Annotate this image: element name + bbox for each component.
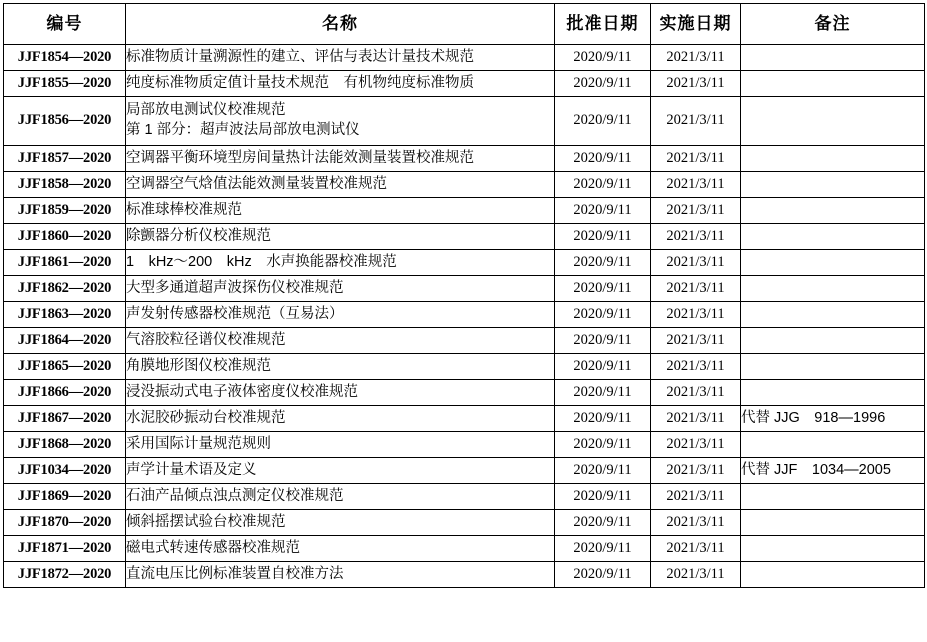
cell-code: JJF1859—2020 xyxy=(4,198,126,224)
table-row xyxy=(4,458,925,484)
table-row xyxy=(4,250,925,276)
cell-name xyxy=(126,198,555,224)
cell-name-line1: 浸没振动式电子液体密度仪校准规范 xyxy=(126,383,358,400)
cell-name xyxy=(126,172,555,198)
cell-implement-date: 2021/3/11 xyxy=(651,146,741,172)
cell-note xyxy=(741,562,925,588)
table-row xyxy=(4,354,925,380)
table-row xyxy=(4,224,925,250)
cell-note xyxy=(741,510,925,536)
cell-name xyxy=(126,71,555,97)
cell-name xyxy=(126,432,555,458)
cell-name xyxy=(126,484,555,510)
cell-name-line1: 空调器平衡环境型房间量热计法能效测量装置校准规范 xyxy=(126,149,474,166)
cell-approval-date: 2020/9/11 xyxy=(555,484,651,510)
table-row xyxy=(4,510,925,536)
cell-note xyxy=(741,536,925,562)
table-body xyxy=(4,45,925,588)
cell-approval-date: 2020/9/11 xyxy=(555,198,651,224)
cell-implement-date: 2021/3/11 xyxy=(651,97,741,146)
cell-implement-date: 2021/3/11 xyxy=(651,71,741,97)
column-header-implement-date: 实施日期 xyxy=(651,4,741,45)
table-row xyxy=(4,97,925,146)
cell-note xyxy=(741,302,925,328)
cell-approval-date: 2020/9/11 xyxy=(555,406,651,432)
cell-name-line1: 倾斜摇摆试验台校准规范 xyxy=(126,513,286,530)
cell-implement-date: 2021/3/11 xyxy=(651,484,741,510)
table-row xyxy=(4,484,925,510)
cell-code: JJF1863—2020 xyxy=(4,302,126,328)
cell-name-line1: 大型多通道超声波探伤仪校准规范 xyxy=(126,279,344,296)
column-header-name: 名称 xyxy=(126,4,555,45)
cell-name xyxy=(126,562,555,588)
cell-implement-date: 2021/3/11 xyxy=(651,536,741,562)
cell-approval-date: 2020/9/11 xyxy=(555,432,651,458)
table-header-row xyxy=(4,4,925,45)
cell-approval-date: 2020/9/11 xyxy=(555,354,651,380)
cell-name-line1: 磁电式转速传感器校准规范 xyxy=(126,539,300,556)
cell-code: JJF1871—2020 xyxy=(4,536,126,562)
cell-name-line2: 第 1 部分：超声波法局部放电测试仪 xyxy=(126,122,360,138)
cell-approval-date: 2020/9/11 xyxy=(555,71,651,97)
cell-approval-date: 2020/9/11 xyxy=(555,328,651,354)
table-row xyxy=(4,432,925,458)
cell-implement-date: 2021/3/11 xyxy=(651,198,741,224)
regulations-table xyxy=(3,3,925,588)
cell-name xyxy=(126,354,555,380)
table-row xyxy=(4,302,925,328)
cell-note xyxy=(741,172,925,198)
cell-implement-date: 2021/3/11 xyxy=(651,510,741,536)
column-header-note: 备注 xyxy=(741,4,925,45)
cell-name-line1: 声学计量术语及定义 xyxy=(126,461,257,478)
cell-note xyxy=(741,224,925,250)
cell-code: JJF1865—2020 xyxy=(4,354,126,380)
cell-name-line1: 标准球棒校准规范 xyxy=(126,201,242,218)
cell-name-line1: 标准物质计量溯源性的建立、评估与表达计量技术规范 xyxy=(126,48,474,65)
cell-code: JJF1034—2020 xyxy=(4,458,126,484)
table-row xyxy=(4,198,925,224)
cell-note xyxy=(741,71,925,97)
cell-name-line1: 水泥胶砂振动台校准规范 xyxy=(126,409,286,426)
cell-implement-date: 2021/3/11 xyxy=(651,562,741,588)
cell-name-line1: 除颤器分析仪校准规范 xyxy=(126,227,271,244)
column-header-approval-date: 批准日期 xyxy=(555,4,651,45)
cell-approval-date: 2020/9/11 xyxy=(555,302,651,328)
table-header xyxy=(4,4,925,45)
cell-code: JJF1864—2020 xyxy=(4,328,126,354)
cell-name-line1: 石油产品倾点浊点测定仪校准规范 xyxy=(126,487,344,504)
cell-note xyxy=(741,328,925,354)
cell-name xyxy=(126,536,555,562)
cell-implement-date: 2021/3/11 xyxy=(651,432,741,458)
cell-name xyxy=(126,276,555,302)
cell-note xyxy=(741,484,925,510)
cell-note: 代替 JJF 1034—2005 xyxy=(741,458,925,484)
cell-code: JJF1858—2020 xyxy=(4,172,126,198)
cell-note xyxy=(741,354,925,380)
cell-note: 代替 JJG 918—1996 xyxy=(741,406,925,432)
cell-name xyxy=(126,224,555,250)
table-row xyxy=(4,406,925,432)
table-row xyxy=(4,71,925,97)
cell-approval-date: 2020/9/11 xyxy=(555,562,651,588)
table-row xyxy=(4,276,925,302)
cell-code: JJF1861—2020 xyxy=(4,250,126,276)
cell-name xyxy=(126,97,555,146)
cell-code: JJF1872—2020 xyxy=(4,562,126,588)
cell-name-line1: 气溶胶粒径谱仪校准规范 xyxy=(126,331,286,348)
cell-approval-date: 2020/9/11 xyxy=(555,510,651,536)
cell-note xyxy=(741,380,925,406)
table-row xyxy=(4,45,925,71)
cell-name xyxy=(126,510,555,536)
cell-implement-date: 2021/3/11 xyxy=(651,406,741,432)
cell-code: JJF1862—2020 xyxy=(4,276,126,302)
cell-approval-date: 2020/9/11 xyxy=(555,224,651,250)
table-row xyxy=(4,146,925,172)
cell-name xyxy=(126,302,555,328)
cell-code: JJF1856—2020 xyxy=(4,97,126,146)
cell-approval-date: 2020/9/11 xyxy=(555,97,651,146)
table-row xyxy=(4,172,925,198)
cell-name-line1: 1 kHz～200 kHz 水声换能器校准规范 xyxy=(126,253,397,270)
cell-note xyxy=(741,45,925,71)
cell-approval-date: 2020/9/11 xyxy=(555,458,651,484)
cell-name xyxy=(126,328,555,354)
table-row xyxy=(4,380,925,406)
cell-code: JJF1870—2020 xyxy=(4,510,126,536)
cell-code: JJF1868—2020 xyxy=(4,432,126,458)
table-row xyxy=(4,562,925,588)
cell-name-line1: 局部放电测试仪校准规范 xyxy=(126,102,286,119)
cell-code: JJF1857—2020 xyxy=(4,146,126,172)
cell-implement-date: 2021/3/11 xyxy=(651,250,741,276)
cell-note xyxy=(741,146,925,172)
cell-name xyxy=(126,250,555,276)
cell-implement-date: 2021/3/11 xyxy=(651,224,741,250)
cell-name xyxy=(126,406,555,432)
cell-implement-date: 2021/3/11 xyxy=(651,458,741,484)
cell-name-line1: 角膜地形图仪校准规范 xyxy=(126,357,271,374)
cell-implement-date: 2021/3/11 xyxy=(651,328,741,354)
cell-name-line1: 声发射传感器校准规范（互易法） xyxy=(126,305,344,322)
cell-implement-date: 2021/3/11 xyxy=(651,276,741,302)
cell-approval-date: 2020/9/11 xyxy=(555,250,651,276)
cell-code: JJF1867—2020 xyxy=(4,406,126,432)
cell-name-line1: 纯度标准物质定值计量技术规范 有机物纯度标准物质 xyxy=(126,74,474,91)
cell-implement-date: 2021/3/11 xyxy=(651,380,741,406)
cell-approval-date: 2020/9/11 xyxy=(555,536,651,562)
table-row xyxy=(4,328,925,354)
cell-note xyxy=(741,250,925,276)
cell-code: JJF1860—2020 xyxy=(4,224,126,250)
cell-name xyxy=(126,45,555,71)
cell-implement-date: 2021/3/11 xyxy=(651,354,741,380)
cell-name-line1: 空调器空气焓值法能效测量装置校准规范 xyxy=(126,175,387,192)
cell-implement-date: 2021/3/11 xyxy=(651,45,741,71)
cell-code: JJF1866—2020 xyxy=(4,380,126,406)
table-row xyxy=(4,536,925,562)
cell-code: JJF1869—2020 xyxy=(4,484,126,510)
cell-note xyxy=(741,97,925,146)
cell-implement-date: 2021/3/11 xyxy=(651,302,741,328)
cell-approval-date: 2020/9/11 xyxy=(555,45,651,71)
cell-code: JJF1854—2020 xyxy=(4,45,126,71)
cell-name xyxy=(126,458,555,484)
cell-name-line1: 直流电压比例标准装置自校准方法 xyxy=(126,565,344,582)
cell-code: JJF1855—2020 xyxy=(4,71,126,97)
cell-note xyxy=(741,198,925,224)
cell-name-line1: 采用国际计量规范规则 xyxy=(126,435,271,452)
cell-approval-date: 2020/9/11 xyxy=(555,380,651,406)
cell-note xyxy=(741,276,925,302)
cell-approval-date: 2020/9/11 xyxy=(555,172,651,198)
cell-note xyxy=(741,432,925,458)
cell-approval-date: 2020/9/11 xyxy=(555,276,651,302)
cell-implement-date: 2021/3/11 xyxy=(651,172,741,198)
cell-name xyxy=(126,380,555,406)
column-header-code: 编号 xyxy=(4,4,126,45)
cell-approval-date: 2020/9/11 xyxy=(555,146,651,172)
cell-name xyxy=(126,146,555,172)
